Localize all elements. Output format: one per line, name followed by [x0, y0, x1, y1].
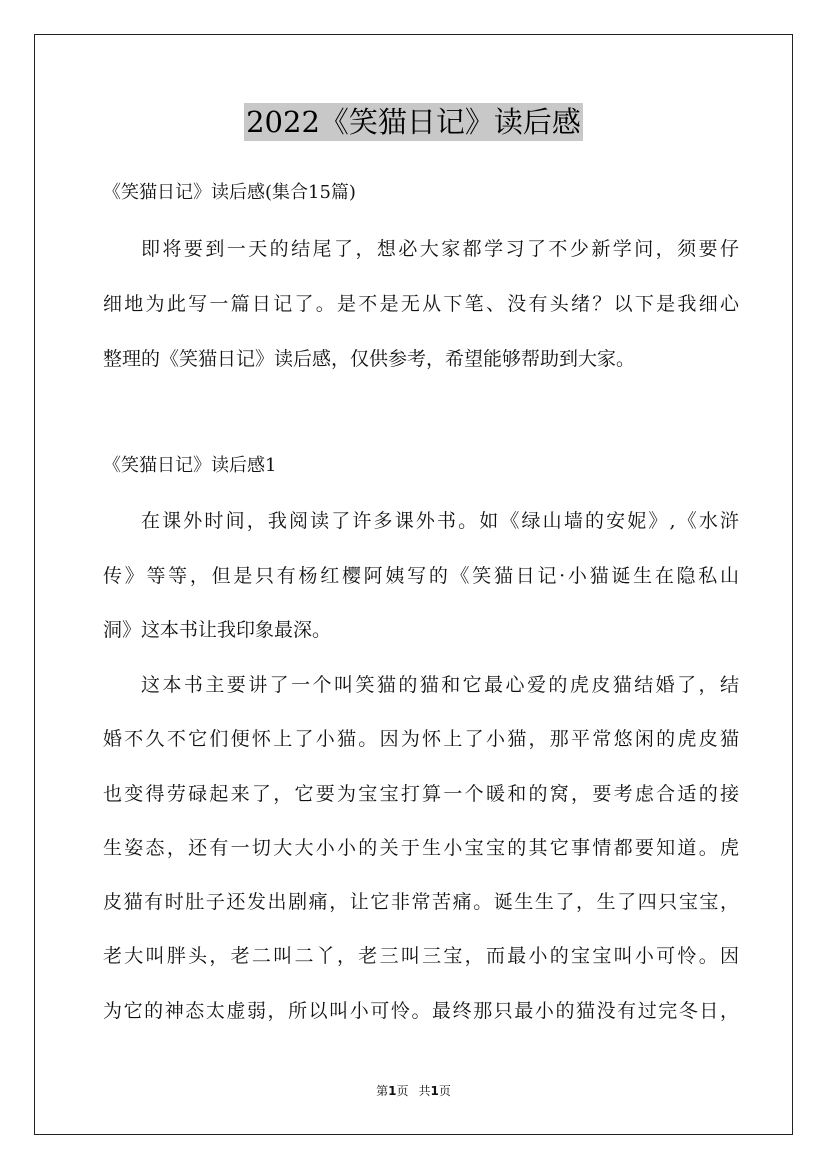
paragraph-line: 传》等等，但是只有杨红樱阿姨写的《笑猫日记·小猫诞生在隐私山	[103, 565, 739, 587]
page-number: 1	[388, 1084, 397, 1098]
paragraph-line: 为它的神态太虚弱，所以叫小可怜。最终那只最小的猫没有过完冬日，	[103, 1000, 739, 1022]
paragraph-line: 在课外时间，我阅读了许多课外书。如《绿山墙的安妮》,《水浒	[141, 510, 739, 532]
intro-line: 整理的《笑猫日记》读后感，仅供参考，希望能够帮助到大家。	[103, 348, 636, 370]
paragraph-line: 婚不久不它们便怀上了小猫。因为怀上了小猫，那平常悠闲的虎皮猫	[103, 728, 739, 750]
document-title: 2022《笑猫日记》读后感	[246, 105, 581, 139]
paragraph-line: 洞》这本书让我印象最深。	[103, 619, 332, 641]
intro-line: 细地为此写一篇日记了。是不是无从下笔、没有头绪？以下是我细心	[103, 293, 739, 315]
total-pages: 1	[430, 1084, 439, 1098]
page-footer	[0, 1083, 827, 1099]
document-subtitle: 《笑猫日记》读后感(集合15篇)	[103, 182, 356, 203]
section-heading: 《笑猫日记》读后感1	[103, 455, 277, 476]
total-label-suffix: 页	[438, 1084, 451, 1098]
page-label-suffix: 页	[396, 1084, 409, 1098]
intro-line: 即将要到一天的结尾了，想必大家都学习了不少新学问，须要仔	[141, 238, 739, 260]
title-container	[0, 103, 827, 141]
paragraph-line: 这本书主要讲了一个叫笑猫的猫和它最心爱的虎皮猫结婚了，结	[141, 674, 739, 696]
paragraph-line: 皮猫有时肚子还发出剧痛，让它非常苦痛。诞生生了，生了四只宝宝，	[103, 891, 739, 913]
paragraph-line: 老大叫胖头，老二叫二丫，老三叫三宝，而最小的宝宝叫小可怜。因	[103, 945, 739, 967]
page-label-prefix: 第	[376, 1084, 389, 1098]
paragraph-line: 也变得劳碌起来了，它要为宝宝打算一个暖和的窝，要考虑合适的接	[103, 783, 739, 805]
total-label-prefix: 共	[418, 1084, 431, 1098]
paragraph-line: 生姿态，还有一切大大小小的关于生小宝宝的其它事情都要知道。虎	[103, 837, 739, 859]
